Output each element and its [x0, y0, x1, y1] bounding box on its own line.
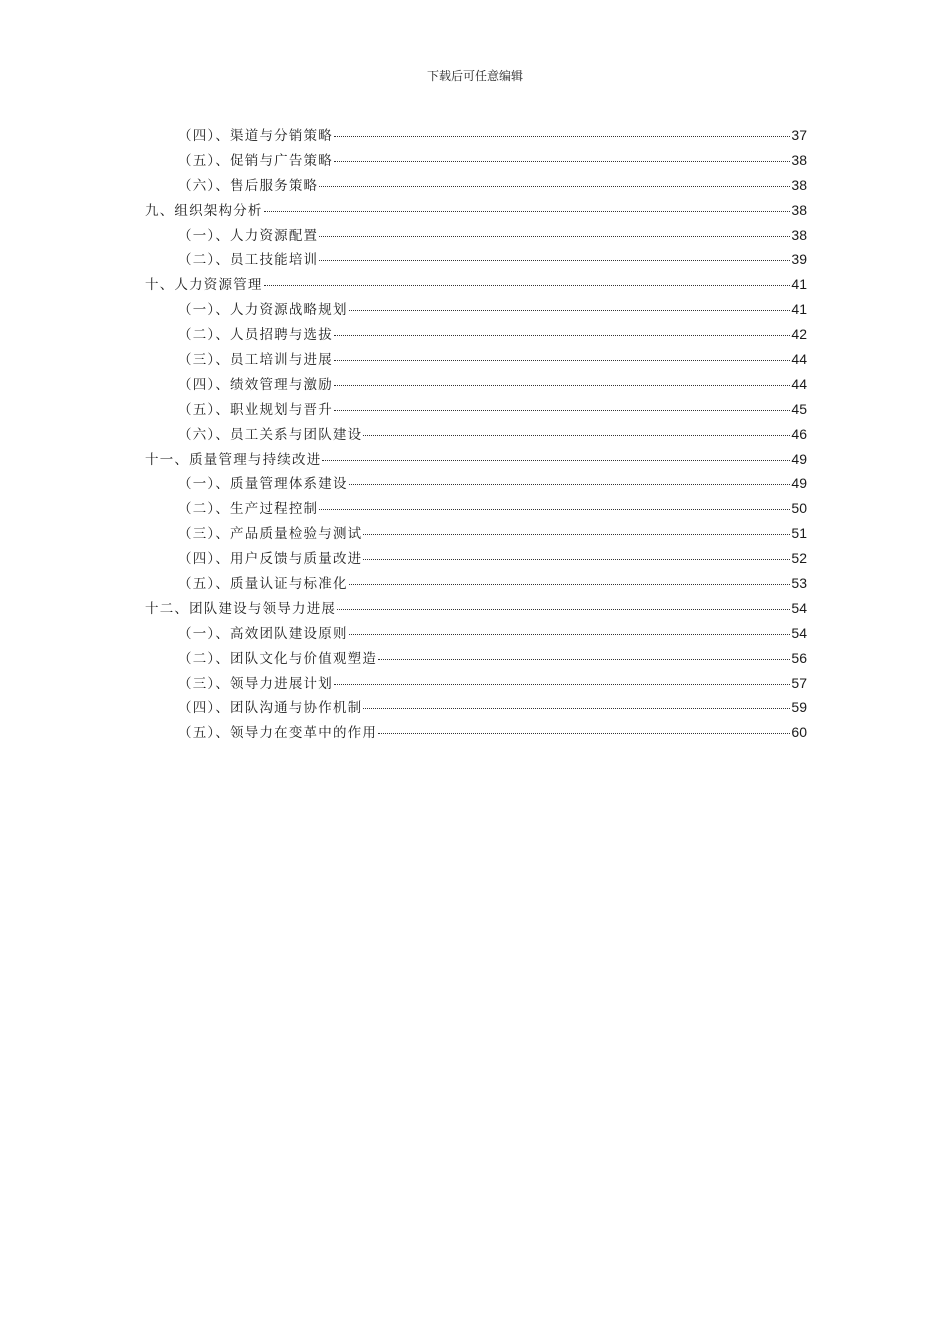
toc-entry-title: （三）、产品质量检验与测试 [178, 526, 363, 543]
toc-entry-title: （五）、促销与广告策略 [178, 152, 333, 169]
toc-entry-page-number: 41 [791, 301, 807, 318]
toc-entry[interactable] [145, 572, 807, 597]
toc-dot-leader [319, 186, 790, 187]
toc-entry[interactable] [145, 174, 807, 199]
toc-entry-title: （二）、团队文化与价值观塑造 [178, 650, 378, 667]
toc-entry[interactable] [145, 373, 807, 398]
toc-entry-page-number: 38 [791, 226, 807, 243]
page-header: 下载后可任意编辑 [426, 69, 523, 83]
toc-entry[interactable] [145, 622, 807, 647]
toc-entry-page-number: 49 [791, 475, 807, 492]
toc-entry-page-number: 44 [791, 351, 807, 368]
toc-entry-page-number: 46 [791, 425, 807, 442]
toc-entry[interactable] [145, 472, 807, 497]
toc-entry-title: （三）、员工培训与进展 [178, 352, 333, 369]
toc-entry[interactable] [145, 672, 807, 697]
toc-entry-page-number: 42 [791, 326, 807, 343]
toc-dot-leader [334, 335, 790, 336]
toc-dot-leader [334, 410, 790, 411]
toc-entry[interactable] [145, 696, 807, 721]
toc-entry-title: （四）、用户反馈与质量改进 [178, 551, 363, 568]
toc-dot-leader [363, 559, 790, 560]
toc-entry-title: （五）、职业规划与晋升 [178, 401, 333, 418]
toc-entry-title: （五）、领导力在变革中的作用 [178, 725, 378, 742]
toc-dot-leader [334, 385, 790, 386]
toc-entry[interactable] [145, 248, 807, 273]
toc-entry-title: （一）、人力资源战略规划 [178, 302, 348, 319]
toc-dot-leader [264, 211, 791, 212]
toc-dot-leader [334, 360, 790, 361]
toc-dot-leader [319, 260, 790, 261]
toc-entry-page-number: 41 [791, 276, 807, 293]
toc-entry-page-number: 54 [791, 599, 807, 616]
toc-dot-leader [334, 161, 790, 162]
toc-entry-page-number: 49 [791, 450, 807, 467]
toc-entry-title: （一）、人力资源配置 [178, 227, 319, 244]
toc-dot-leader [349, 484, 791, 485]
toc-entry-title: 十一、质量管理与持续改进 [145, 451, 322, 468]
toc-entry[interactable] [145, 273, 807, 298]
toc-entry-title: （一）、高效团队建设原则 [178, 625, 348, 642]
toc-entry-page-number: 51 [791, 525, 807, 542]
toc-entry[interactable] [145, 547, 807, 572]
toc-entry-title: （六）、售后服务策略 [178, 177, 319, 194]
toc-entry[interactable] [145, 149, 807, 174]
toc-entry[interactable] [145, 721, 807, 746]
toc-entry-page-number: 50 [791, 500, 807, 517]
table-of-contents [145, 124, 807, 746]
toc-dot-leader [363, 435, 790, 436]
toc-entry-title: 九、组织架构分析 [145, 202, 263, 219]
toc-entry-title: 十二、团队建设与领导力进展 [145, 600, 337, 617]
toc-entry-page-number: 39 [791, 251, 807, 268]
toc-entry-title: （二）、人员招聘与选拔 [178, 327, 333, 344]
toc-entry-title: （二）、员工技能培训 [178, 252, 319, 269]
toc-dot-leader [349, 310, 791, 311]
toc-dot-leader [319, 236, 790, 237]
toc-entry[interactable] [145, 398, 807, 423]
toc-dot-leader [334, 684, 790, 685]
toc-entry[interactable] [145, 647, 807, 672]
toc-entry-title: （四）、绩效管理与激励 [178, 376, 333, 393]
toc-entry-page-number: 45 [791, 400, 807, 417]
toc-entry-page-number: 44 [791, 375, 807, 392]
toc-entry[interactable] [145, 522, 807, 547]
toc-entry-page-number: 52 [791, 550, 807, 567]
toc-dot-leader [334, 136, 790, 137]
toc-dot-leader [319, 509, 790, 510]
toc-dot-leader [378, 733, 790, 734]
toc-entry-page-number: 38 [791, 176, 807, 193]
toc-entry[interactable] [145, 448, 807, 473]
toc-entry[interactable] [145, 497, 807, 522]
toc-entry-page-number: 57 [791, 674, 807, 691]
toc-entry-title: （四）、渠道与分销策略 [178, 128, 333, 144]
toc-entry[interactable] [145, 348, 807, 373]
toc-dot-leader [378, 659, 790, 660]
toc-entry-page-number: 56 [791, 649, 807, 666]
toc-entry-page-number: 38 [791, 201, 807, 218]
toc-entry[interactable] [145, 199, 807, 224]
toc-dot-leader [349, 584, 791, 585]
toc-entry-page-number: 54 [791, 624, 807, 641]
toc-entry-title: （二）、生产过程控制 [178, 501, 319, 518]
toc-dot-leader [264, 285, 791, 286]
toc-entry-title: （六）、员工关系与团队建设 [178, 426, 363, 443]
toc-entry-page-number: 59 [791, 699, 807, 716]
toc-entry[interactable] [145, 597, 807, 622]
toc-entry-title: （一）、质量管理体系建设 [178, 476, 348, 493]
toc-dot-leader [363, 534, 790, 535]
toc-entry-page-number: 53 [791, 575, 807, 592]
toc-entry-page-number: 37 [791, 127, 807, 143]
toc-entry[interactable] [145, 323, 807, 348]
toc-entry-title: 十、人力资源管理 [145, 277, 263, 294]
toc-entry-title: （三）、领导力进展计划 [178, 675, 333, 692]
toc-entry-page-number: 38 [791, 151, 807, 168]
toc-entry[interactable] [145, 298, 807, 323]
toc-entry[interactable] [145, 423, 807, 448]
toc-dot-leader [363, 708, 790, 709]
toc-entry-title: （四）、团队沟通与协作机制 [178, 700, 363, 717]
toc-dot-leader [322, 460, 790, 461]
toc-entry[interactable] [145, 224, 807, 249]
toc-entry-page-number: 60 [791, 724, 807, 741]
toc-dot-leader [337, 609, 790, 610]
toc-entry-title: （五）、质量认证与标准化 [178, 576, 348, 593]
toc-entry[interactable] [145, 124, 807, 149]
toc-dot-leader [349, 634, 791, 635]
